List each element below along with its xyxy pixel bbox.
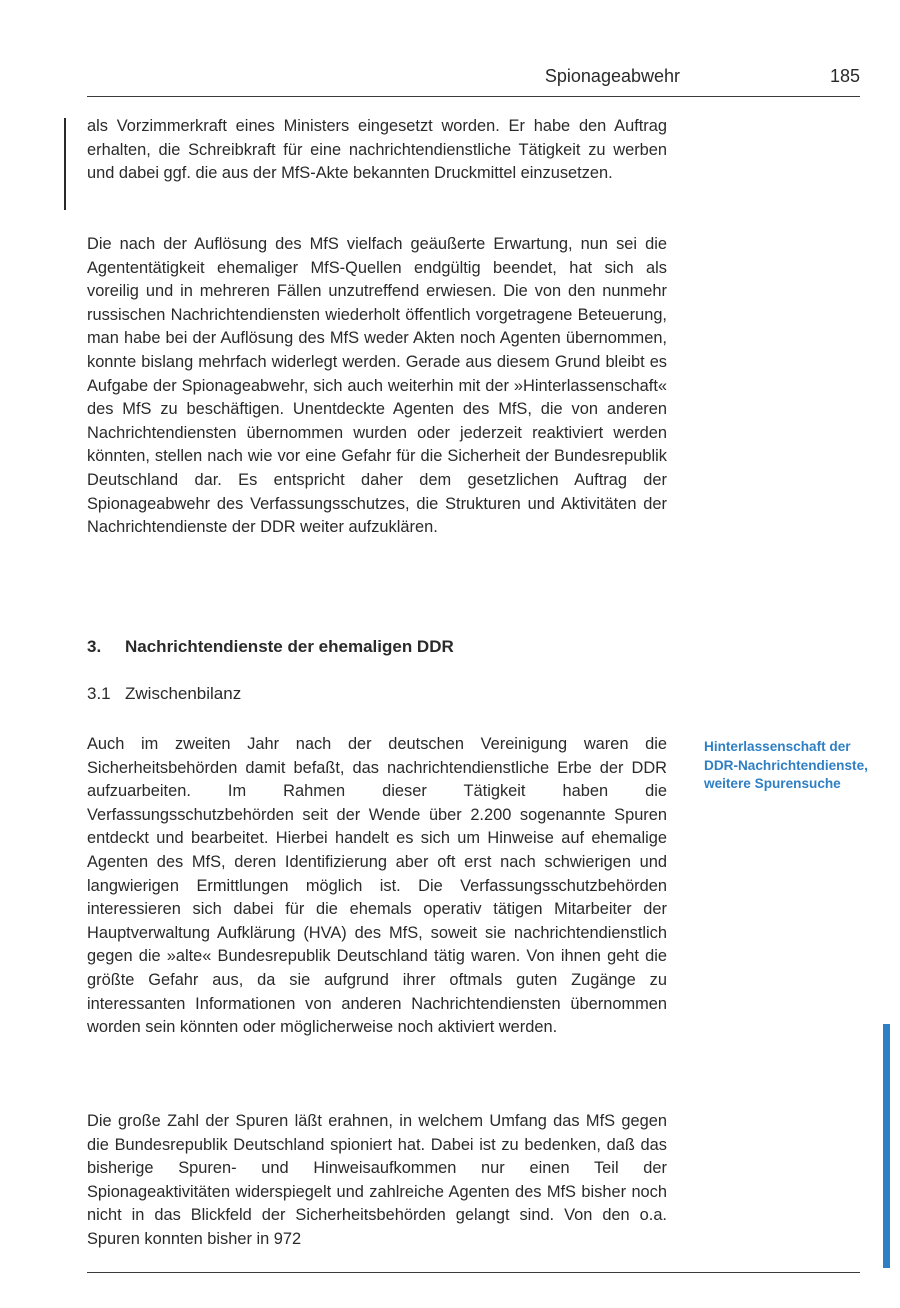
subsection-number: 3.1	[87, 684, 111, 703]
subsection-heading	[87, 684, 241, 704]
page-number: 185	[829, 66, 860, 86]
paragraph-continuation: als Vorzimmerkraft eines Ministers eingesetzt worden. Er habe den Auftrag erhalten, die Schreibkraft für eine nachrichtendienstliche Tätigkeit zu werben und dabei ggf. die aus der MfS-Akte bekannten Druckmittel einzusetzen.	[87, 117, 667, 183]
margin-note: Hinterlassenschaft der DDR-Nachrichtendienste, weitere Spurensuche	[704, 739, 868, 791]
paragraph-mfs-expectation: Die nach der Auflösung des MfS vielfach geäußerte Erwartung, nun sei die Agententätigkeit ehemaliger MfS-Quellen endgültig beendet, hat sich als voreilig und in mehreren Fällen unzutreffend erwiesen. Die von den nunmehr russischen Nachrichtendiensten wiederholt öffentlich vorgetragene Beteuerung, man habe bei der Auflösung des MfS weder Akten noch Agenten übernommen, konnte bislang mehrfach widerlegt werden. Gerade aus diesem Grund bleibt es Aufgabe der Spionageabwehr, sich auch weiterhin mit der »Hinterlassenschaft« des MfS zu beschäftigen. Unentdeckte Agenten des MfS, die von anderen Nachrichtendiensten übernommen wurden oder jederzeit reaktiviert werden könnten, stellen nach wie vor eine Gefahr für die Sicherheit der Bundesrepublik Deutschland dar. Es entspricht daher dem gesetzlichen Auftrag der Spionageabwehr des Verfassungsschutzes, die Strukturen und Aktivitäten der Nachrichtendienste der DDR weiter aufzuklären.	[87, 235, 667, 537]
margin-marker-bar	[883, 1024, 890, 1268]
running-header-title: Spionageabwehr	[544, 66, 680, 86]
section-number: 3.	[87, 637, 102, 656]
header-divider	[87, 96, 860, 97]
paragraph-spuren: Die große Zahl der Spuren läßt erahnen, in welchem Umfang das MfS gegen die Bundesrepublik Deutschland spioniert hat. Dabei ist zu bedenken, daß das bisherige Spuren- und Hinweisaufkommen nur einen Teil der Spionageaktivitäten widerspiegelt und zahlreiche Agenten des MfS bisher noch nicht in das Blickfeld der Sicherheitsbehörden gelangt sind. Von den o.a. Spuren konnten bisher in 972	[87, 1112, 667, 1248]
paragraph-zwischenbilanz: Auch im zweiten Jahr nach der deutschen Vereinigung waren die Sicherheitsbehörden damit befaßt, das nachrichtendienstliche Erbe der DDR aufzuarbeiten. Im Rahmen dieser Tätigkeit haben die Verfassungsschutzbehörden seit der Wende über 2.200 sogenannte Spuren entdeckt und bearbeitet. Hierbei handelt es sich um Hinweise auf ehemalige Agenten des MfS, deren Identifizierung aber oft erst nach schwierigen und langwierigen Ermittlungen möglich ist. Die Verfassungsschutzbehörden interessieren sich dabei für die ehemals operativ tätigen Mitarbeiter der Hauptverwaltung Aufklärung (HVA) des MfS, soweit sie nachrichtendienstlich gegen die »alte« Bundesrepublik Deutschland tätig waren. Von ihnen geht die größte Gefahr aus, da sie aufgrund ihrer oftmals guten Zugänge zu interessanten Informationen von anderen Nachrichtendiensten übernommen worden sein könnten oder möglicherweise noch aktiviert werden.	[87, 735, 667, 1037]
section-heading	[87, 637, 454, 657]
change-bar	[64, 118, 66, 210]
footer-divider	[87, 1272, 860, 1273]
section-title: Nachrichtendienste der ehemaligen DDR	[125, 637, 454, 656]
subsection-title: Zwischenbilanz	[125, 684, 242, 703]
